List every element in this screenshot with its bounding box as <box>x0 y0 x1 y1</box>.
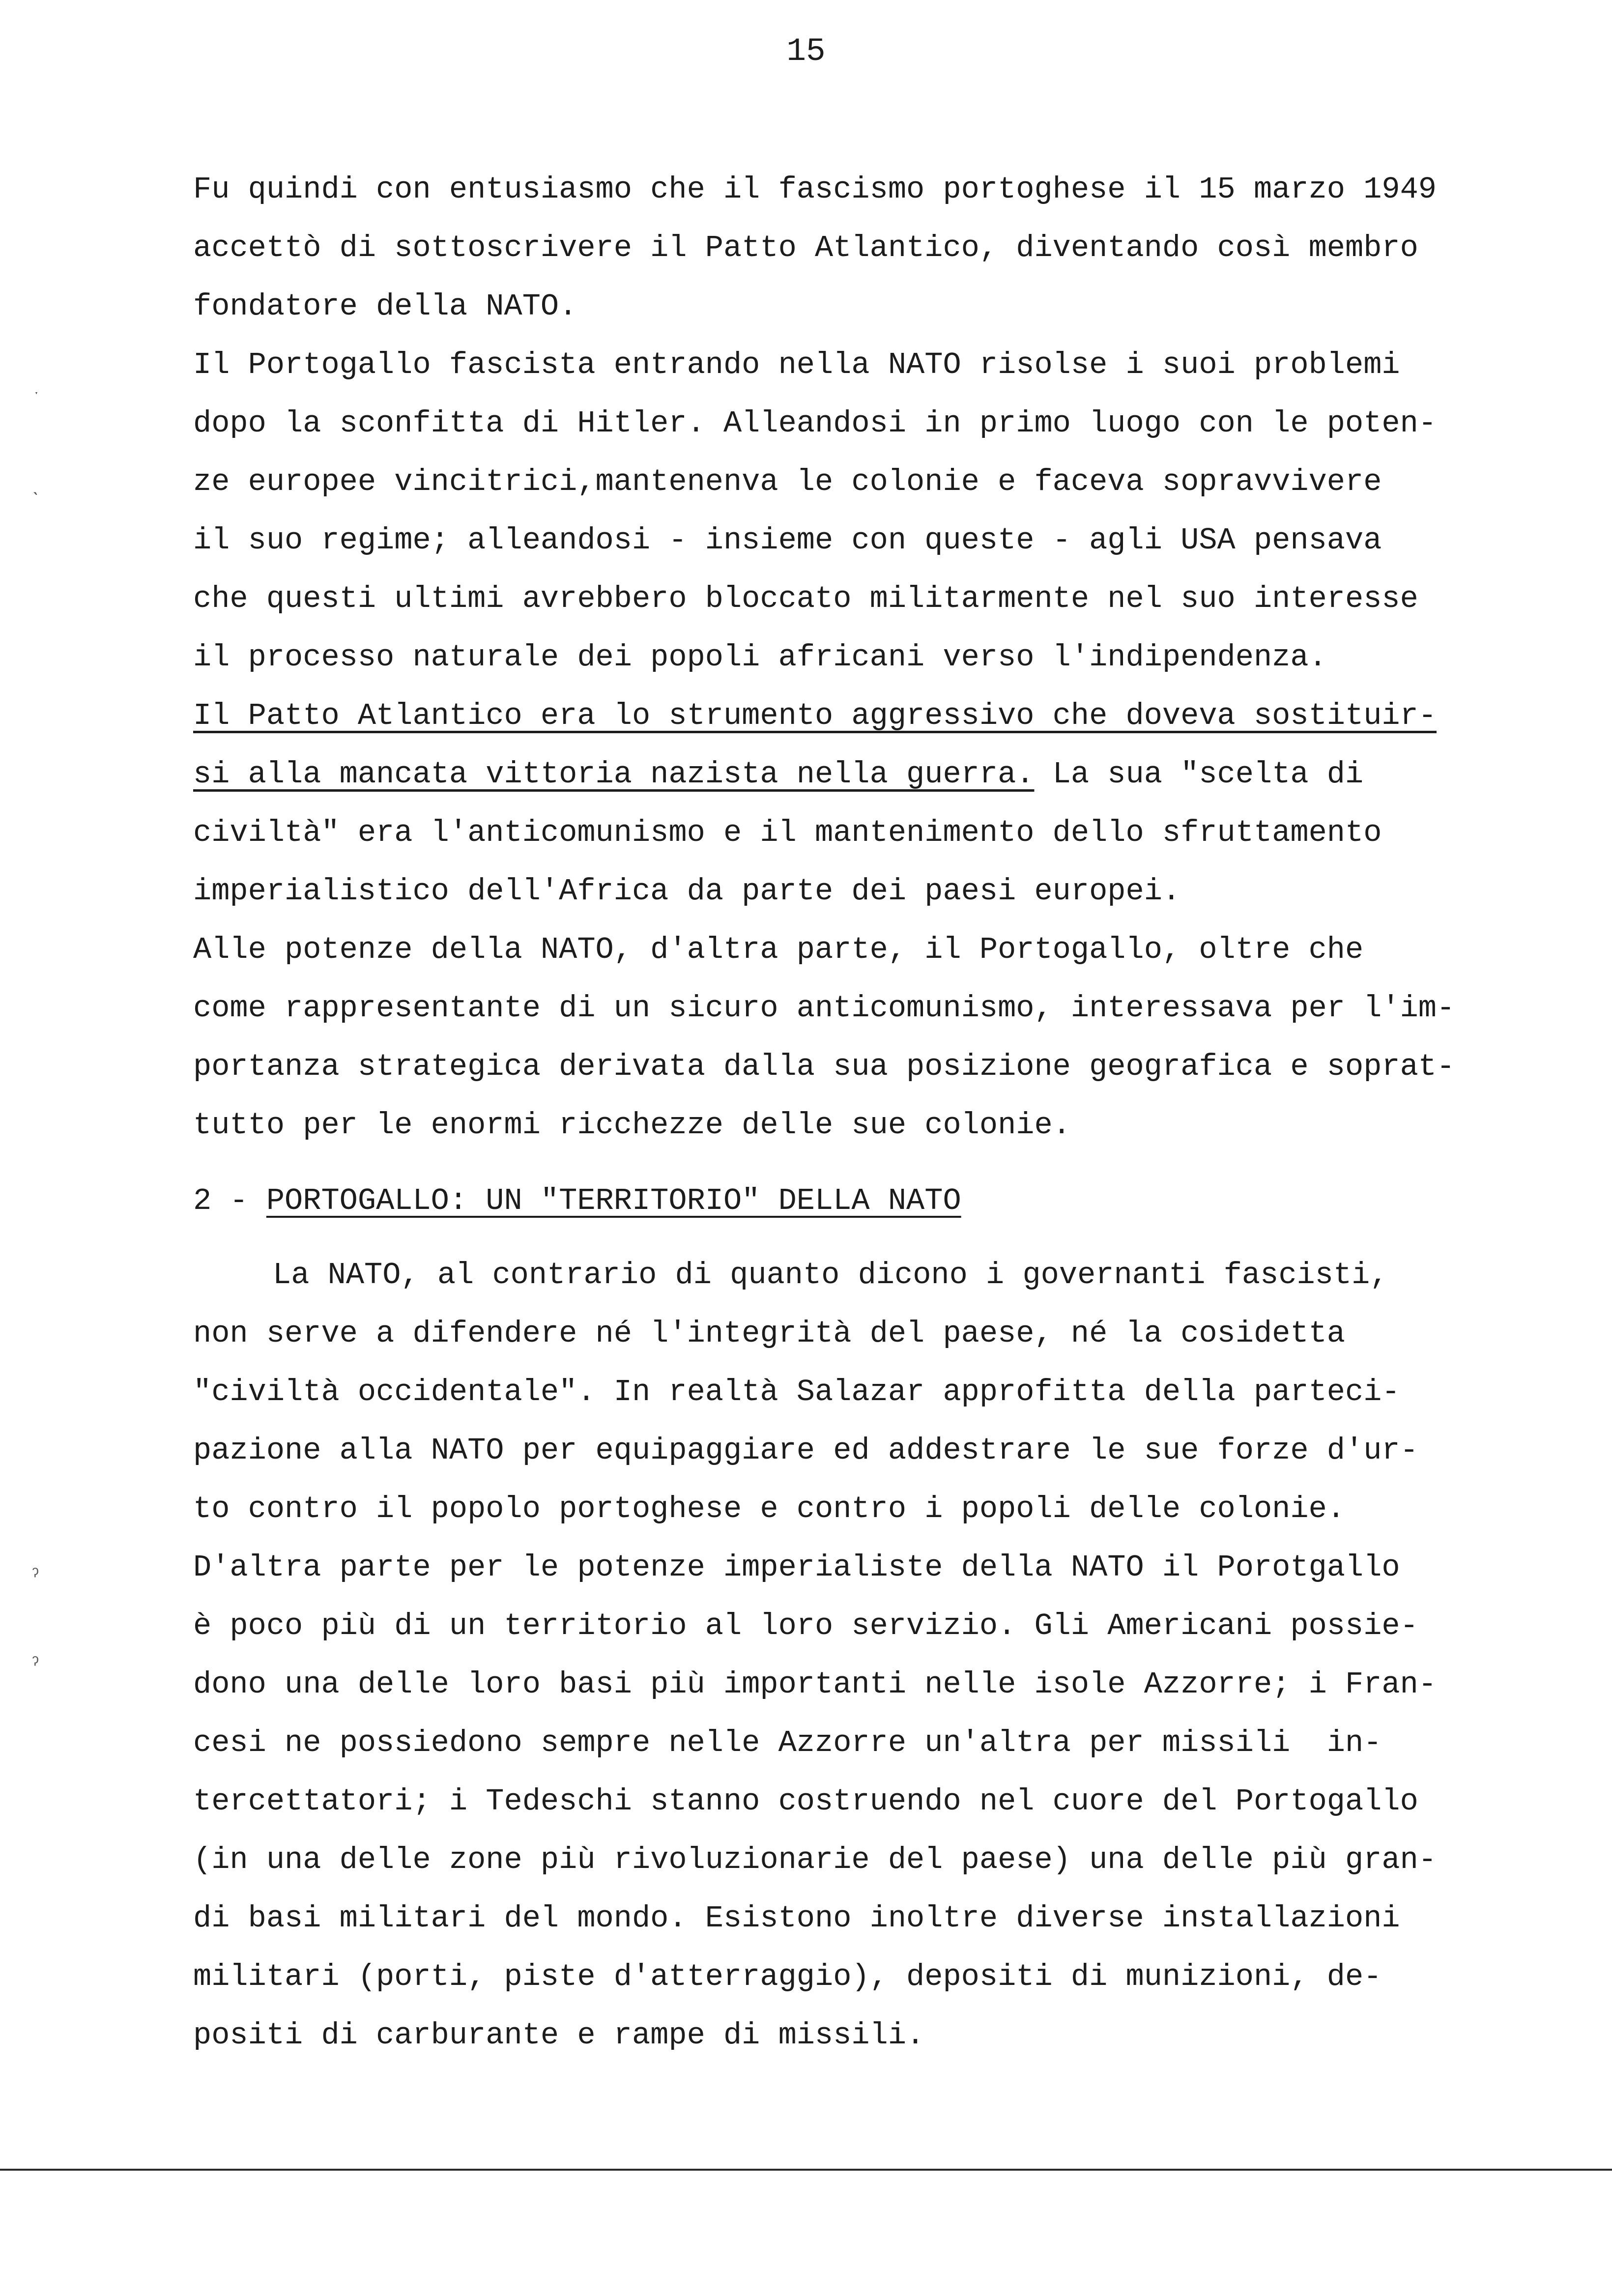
text-fragment: La sua "scelta di <box>1034 757 1364 792</box>
text-line: to contro il popolo portoghese e contro i popoli delle colonie. <box>193 1492 1345 1526</box>
text-line: imperialistico dell'Africa da parte dei paesi europei. <box>193 874 1181 909</box>
text-line: tercettatori; i Tedeschi stanno costruendo nel cuore del Portogallo <box>193 1784 1418 1819</box>
text-line: (in una delle zone più rivoluzionarie del paese) una delle più gran- <box>193 1842 1437 1877</box>
page-number: 15 <box>786 33 826 70</box>
scan-speck: ˀ <box>29 1566 42 1588</box>
text-line: accettò di sottoscrivere il Patto Atlantico, diventando così membro <box>193 230 1418 265</box>
text-line: civiltà" era l'anticomunismo e il mantenimento dello sfruttamento <box>193 815 1382 850</box>
text-line: tutto per le enormi ricchezze delle sue colonie. <box>193 1108 1071 1143</box>
text-line: militari (porti, piste d'atterraggio), depositi di munizioni, de- <box>193 1959 1382 1994</box>
underlined-sentence: si alla mancata vittoria nazista nella guerra. <box>193 757 1035 792</box>
text-line <box>193 750 1363 799</box>
underlined-text-line <box>193 691 1437 741</box>
scan-speck: ˑ <box>30 387 43 409</box>
text-line: dopo la sconfitta di Hitler. Alleandosi in primo luogo con le poten- <box>193 406 1437 441</box>
text-line: il suo regime; alleandosi - insieme con queste - agli USA pensava <box>193 523 1382 558</box>
text-line: Il Portogallo fascista entrando nella NATO risolse i suoi problemi <box>193 347 1400 382</box>
text-line: Fu quindi con entusiasmo che il fascismo portoghese il 15 marzo 1949 <box>193 172 1437 207</box>
text-line: cesi ne possiedono sempre nelle Azzorre un'altra per missili in- <box>193 1725 1382 1760</box>
text-line: è poco più di un territorio al loro servizio. Gli Americani possie- <box>193 1608 1418 1643</box>
underlined-sentence: Il Patto Atlantico era lo strumento aggressivo che doveva sostituir- <box>193 698 1437 733</box>
scan-speck: ˎ <box>29 475 42 497</box>
text-line: positi di carburante e rampe di missili. <box>193 2018 925 2053</box>
text-line: portanza strategica derivata dalla sua posizione geografica e soprat- <box>193 1049 1455 1084</box>
text-line: il processo naturale dei popoli africani verso l'indipendenza. <box>193 640 1327 675</box>
text-line: come rappresentante di un sicuro anticomunismo, interessava per l'im- <box>193 991 1455 1026</box>
section-heading <box>193 1177 961 1226</box>
section-title: PORTOGALLO: UN "TERRITORIO" DELLA NATO <box>266 1183 961 1218</box>
text-line: La NATO, al contrario di quanto dicono i governanti fascisti, <box>273 1258 1388 1292</box>
text-line: pazione alla NATO per equipaggiare ed addestrare le sue forze d'ur- <box>193 1433 1418 1468</box>
scan-speck: ˀ <box>29 1655 42 1677</box>
page-bottom-rule <box>0 2169 1612 2171</box>
section-number: 2 - <box>193 1183 266 1218</box>
text-line: dono una delle loro basi più importanti nelle isole Azzorre; i Fran- <box>193 1667 1437 1702</box>
text-line: ze europee vincitrici,mantenenva le colonie e faceva sopravvivere <box>193 464 1382 499</box>
text-line: non serve a difendere né l'integrità del paese, né la cosidetta <box>193 1316 1345 1351</box>
text-line: di basi militari del mondo. Esistono inoltre diverse installazioni <box>193 1901 1400 1936</box>
text-line: che questi ultimi avrebbero bloccato militarmente nel suo interesse <box>193 581 1418 616</box>
text-line: fondatore della NATO. <box>193 289 577 324</box>
text-line: Alle potenze della NATO, d'altra parte, il Portogallo, oltre che <box>193 932 1364 967</box>
text-line: "civiltà occidentale". In realtà Salazar approfitta della parteci- <box>193 1375 1400 1409</box>
text-line: D'altra parte per le potenze imperialiste della NATO il Porotgallo <box>193 1550 1400 1585</box>
